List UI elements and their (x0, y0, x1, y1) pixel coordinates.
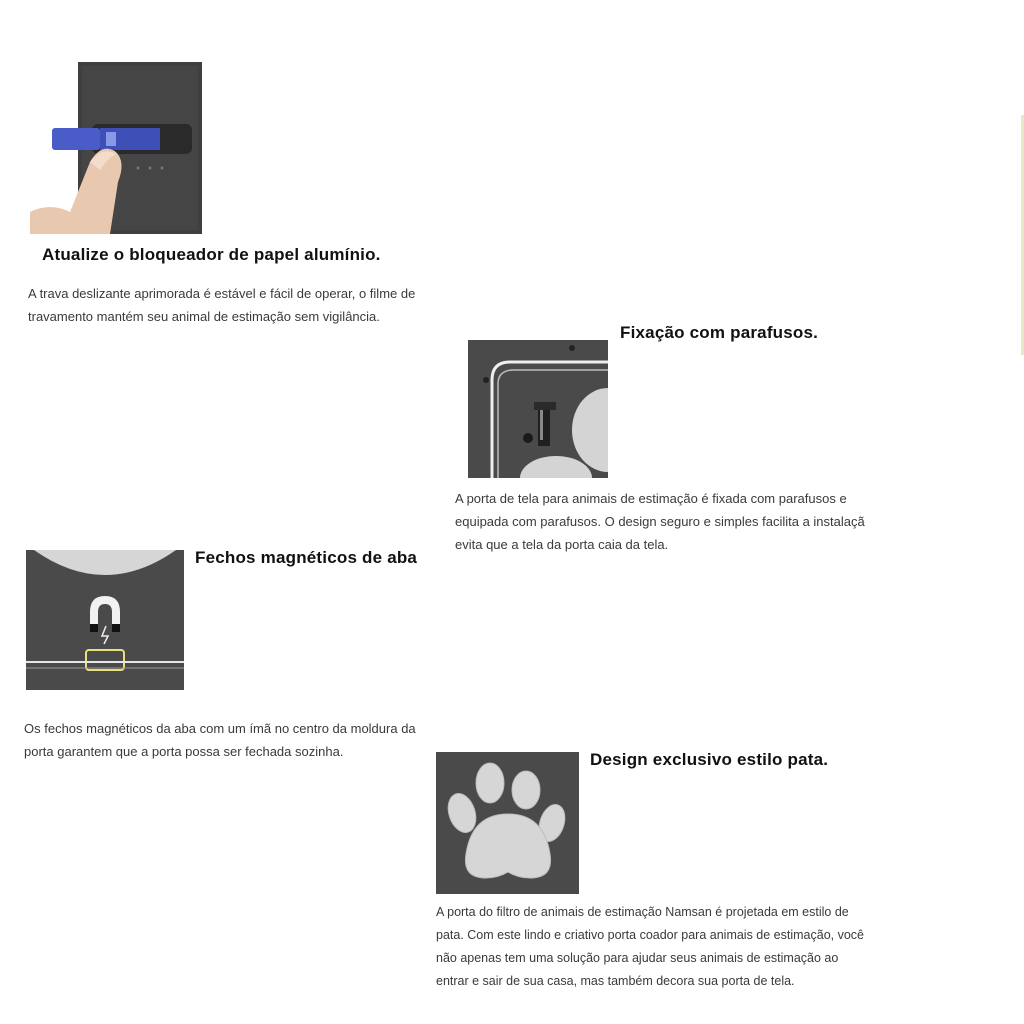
lock-description (28, 282, 588, 328)
screws-description-line: equipada com parafusos. O design seguro e simples facilita a instalaçã (455, 514, 865, 529)
screw-frame-photo-icon (468, 340, 608, 478)
slide-lock-photo-icon (30, 62, 202, 234)
paw-photo (436, 752, 579, 894)
magnet-photo-icon (26, 550, 184, 690)
screws-description (455, 487, 955, 556)
lock-description-line: A trava deslizante aprimorada é estável e fácil de operar, o filme de (28, 286, 416, 301)
paw-description-line: A porta do filtro de animais de estimação Namsan é projetada em estilo de (436, 905, 849, 919)
paw-title: Design exclusivo estilo pata. (590, 750, 829, 769)
screws-description-line: A porta de tela para animais de estimação é fixada com parafusos e (455, 491, 847, 506)
screw-frame-photo (468, 340, 608, 478)
screws-title: Fixação com parafusos. (620, 323, 819, 342)
paw-description-line: não apenas tem uma solução para ajudar seus animais de estimação ao (436, 951, 839, 965)
paw-description (436, 901, 956, 993)
paw-description-line: entrar e sair de sua casa, mas também decora sua porta de tela. (436, 974, 795, 988)
paw-description-line: pata. Com este lindo e criativo porta coador para animais de estimação, você (436, 928, 865, 942)
slide-lock-photo (30, 62, 202, 234)
magnet-description-line: porta garantem que a porta possa ser fechada sozinha. (24, 744, 344, 759)
magnet-description-line: Os fechos magnéticos da aba com um ímã no centro da moldura da (24, 721, 416, 736)
paw-print-icon (436, 752, 579, 894)
lock-title: Atualize o bloqueador de papel alumínio. (42, 245, 381, 264)
lock-description-line: travamento mantém seu animal de estimação sem vigilância. (28, 309, 380, 324)
screws-description-line: evita que a tela da porta caia da tela. (455, 537, 669, 552)
magnet-photo (26, 550, 184, 690)
magnet-title: Fechos magnéticos de aba (195, 548, 418, 567)
